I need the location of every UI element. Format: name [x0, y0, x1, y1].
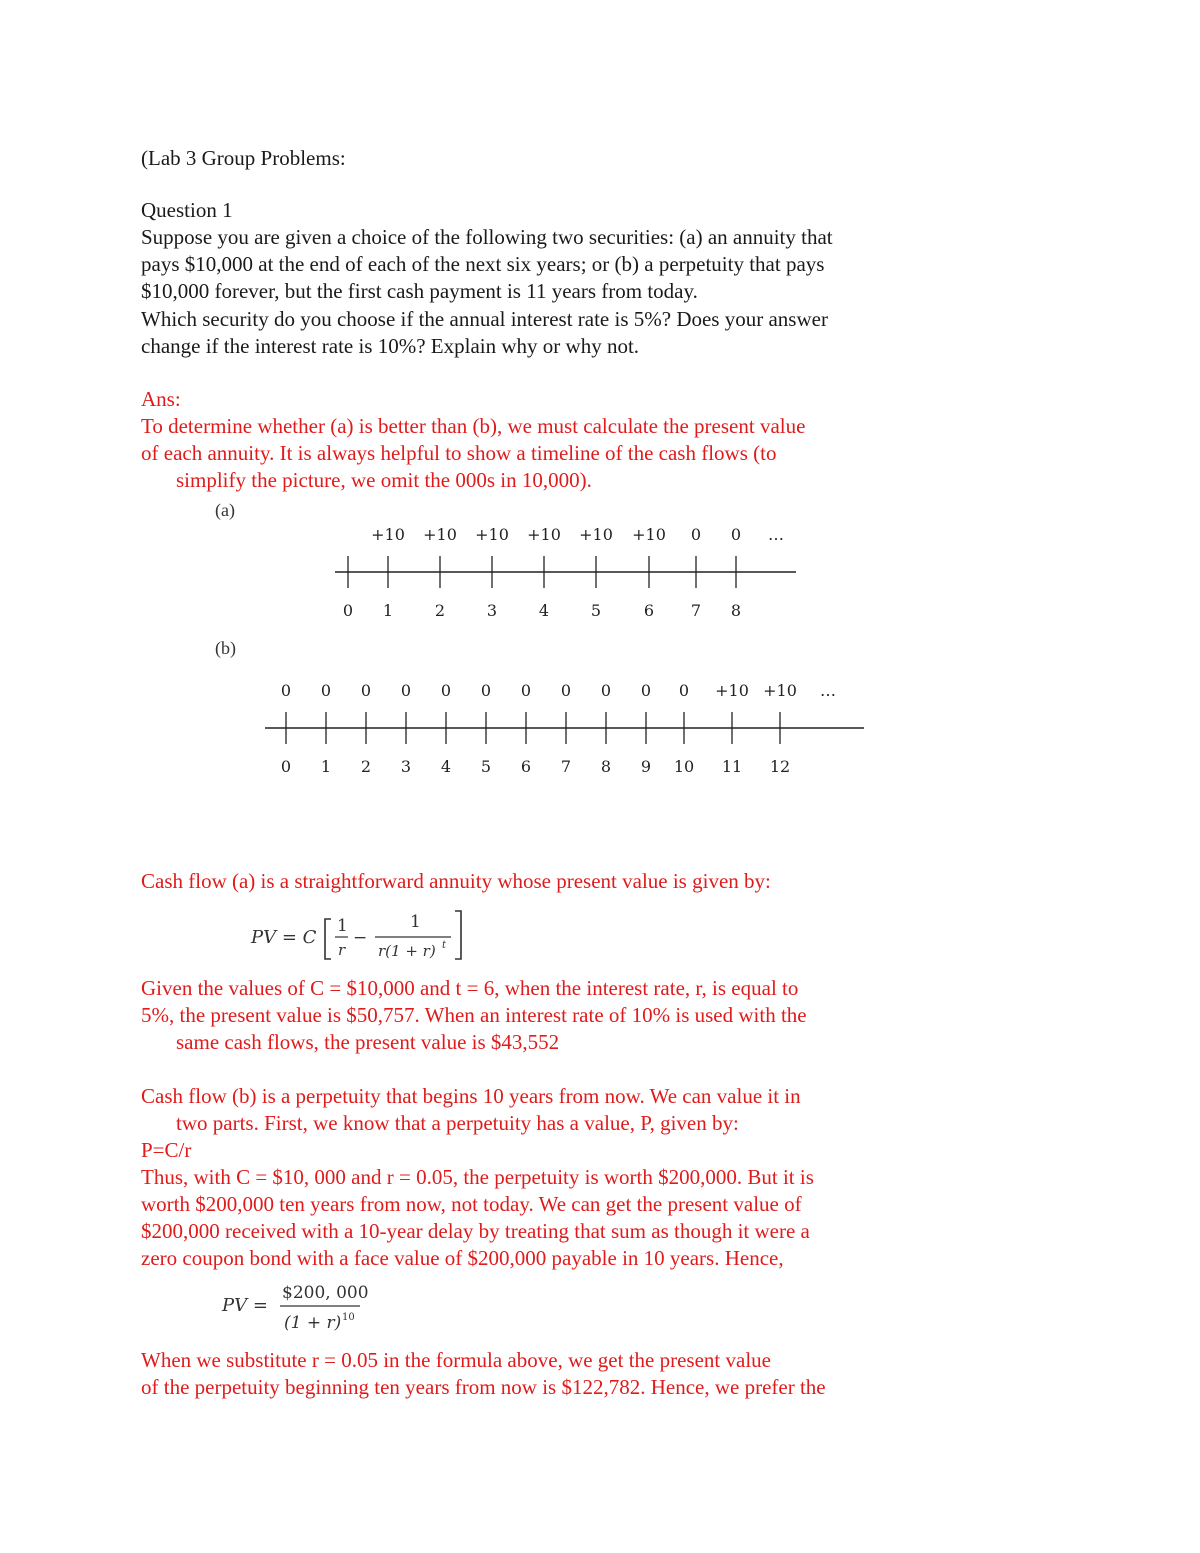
formula-zero-den: (1 + r): [284, 1313, 342, 1333]
cashflow-b-line: two parts. First, we know that a perpetuity has a value, P, given by:: [176, 1111, 739, 1135]
timeline-b: [262, 676, 872, 781]
timeline-b-cashflow-label: 0: [520, 681, 532, 700]
question-line: Suppose you are given a choice of the following two securities: (a) an annuity that: [141, 225, 833, 249]
timeline-b-label: (b): [215, 638, 236, 658]
formula-zero-num: $200, 000: [282, 1283, 369, 1303]
question-line: $10,000 forever, but the first cash payment is 11 years from today.: [141, 279, 698, 303]
question-line: pays $10,000 at the end of each of the next six years; or (b) a perpetuity that pays: [141, 252, 825, 276]
formula-zero-lhs: PV =: [222, 1295, 268, 1316]
cashflow-b-line: zero coupon bond with a face value of $200,000 payable in 10 years. Hence,: [141, 1246, 784, 1270]
timeline-a-cashflow-label: +10: [475, 525, 509, 544]
timeline-b-time-label: 3: [400, 757, 412, 776]
formula-den2-exp: t: [442, 940, 447, 951]
values-line: 5%, the present value is $50,757. When an interest rate of 10% is used with the: [141, 1003, 807, 1027]
answer-label: Ans:: [141, 387, 181, 411]
timeline-a-time-label: 0: [342, 601, 354, 620]
timeline-a-cashflow-label: 0: [730, 525, 742, 544]
timeline-b-cashflow-label: 0: [320, 681, 332, 700]
answer-intro-line: of each annuity. It is always helpful to show a timeline of the cash flows (to: [141, 441, 777, 465]
cashflow-b-line: worth $200,000 ten years from now, not today. We can get the present value of: [141, 1192, 802, 1216]
cashflow-b-line: Thus, with C = $10, 000 and r = 0.05, the perpetuity is worth $200,000. But it is: [141, 1165, 814, 1189]
timeline-b-time-label: 0: [280, 757, 292, 776]
timeline-b-time-label: 12: [769, 757, 791, 776]
timeline-b-time-label: 7: [560, 757, 572, 776]
formula-minus: −: [353, 928, 368, 948]
final-line: When we substitute r = 0.05 in the formula above, we get the present value: [141, 1348, 771, 1372]
timeline-b-time-label: 5: [480, 757, 492, 776]
timeline-a-time-label: 3: [486, 601, 498, 620]
formula-den2: r(1 + r): [378, 942, 436, 960]
timeline-a-cashflow-label: 0: [690, 525, 702, 544]
timeline-a-time-label: 2: [434, 601, 446, 620]
question-title: Question 1: [141, 198, 233, 222]
cashflow-b-line: Cash flow (b) is a perpetuity that begins 10 years from now. We can value it in: [141, 1084, 801, 1108]
formula-den1: r: [338, 941, 346, 959]
cashflow-a-intro: Cash flow (a) is a straightforward annuity whose present value is given by:: [141, 869, 771, 893]
timeline-b-cashflow-label: 0: [360, 681, 372, 700]
timeline-b-cashflow-label: 0: [560, 681, 572, 700]
cashflow-b-line: $200,000 received with a 10-year delay by treating that sum as though it were a: [141, 1219, 810, 1243]
timeline-a-time-label: 4: [538, 601, 550, 620]
timeline-a-time-label: 8: [730, 601, 742, 620]
timeline-a-cashflow-label: +10: [423, 525, 457, 544]
timeline-b-cashflow-label: 0: [678, 681, 690, 700]
answer-intro-line: simplify the picture, we omit the 000s in 10,000).: [176, 468, 592, 492]
timeline-b-cashflow-label: 0: [280, 681, 292, 700]
timeline-b-time-label: 11: [721, 757, 743, 776]
annuity-formula: [245, 903, 475, 965]
timeline-b-time-label: 2: [360, 757, 372, 776]
timeline-b-time-label: 4: [440, 757, 452, 776]
perpetuity-formula-text: P=C/r: [141, 1138, 192, 1162]
final-line: of the perpetuity beginning ten years from now is $122,782. Hence, we prefer the: [141, 1375, 826, 1399]
timeline-b-cashflow-label: 0: [640, 681, 652, 700]
timeline-a-cashflow-label: …: [768, 525, 784, 544]
timeline-a-time-label: 7: [690, 601, 702, 620]
timeline-b-cashflow-label: +10: [763, 681, 797, 700]
document-heading: (Lab 3 Group Problems:: [141, 146, 346, 170]
formula-lhs: PV = C: [251, 927, 317, 948]
values-line: Given the values of C = $10,000 and t = 6, when the interest rate, r, is equal to: [141, 976, 799, 1000]
timeline-a-cashflow-label: +10: [632, 525, 666, 544]
timeline-a-cashflow-label: +10: [527, 525, 561, 544]
timeline-b-time-label: 6: [520, 757, 532, 776]
timeline-a-time-label: 6: [643, 601, 655, 620]
timeline-b-time-label: 1: [320, 757, 332, 776]
timeline-a-time-label: 5: [590, 601, 602, 620]
formula-num1: 1: [337, 916, 348, 936]
formula-num2: 1: [410, 912, 421, 932]
question-line: change if the interest rate is 10%? Explain why or why not.: [141, 334, 640, 358]
timeline-b-time-label: 9: [640, 757, 652, 776]
timeline-b-cashflow-label: 0: [440, 681, 452, 700]
formula-zero-exp: 10: [342, 1312, 355, 1323]
question-line: Which security do you choose if the annual interest rate is 5%? Does your answer: [141, 307, 828, 331]
timeline-b-cashflow-label: 0: [400, 681, 412, 700]
timeline-b-cashflow-label: +10: [715, 681, 749, 700]
timeline-a-label: (a): [215, 500, 235, 520]
zero-coupon-formula: [218, 1278, 378, 1336]
timeline-a: [330, 520, 810, 625]
timeline-b-cashflow-label: 0: [480, 681, 492, 700]
timeline-b-time-label: 10: [673, 757, 695, 776]
timeline-a-time-label: 1: [382, 601, 394, 620]
timeline-b-cashflow-label: 0: [600, 681, 612, 700]
timeline-b-time-label: 8: [600, 757, 612, 776]
timeline-a-cashflow-label: +10: [579, 525, 613, 544]
timeline-a-cashflow-label: +10: [371, 525, 405, 544]
answer-intro-line: To determine whether (a) is better than (b), we must calculate the present value: [141, 414, 806, 438]
timeline-b-cashflow-label: …: [820, 681, 836, 700]
values-line: same cash flows, the present value is $43,552: [176, 1030, 560, 1054]
